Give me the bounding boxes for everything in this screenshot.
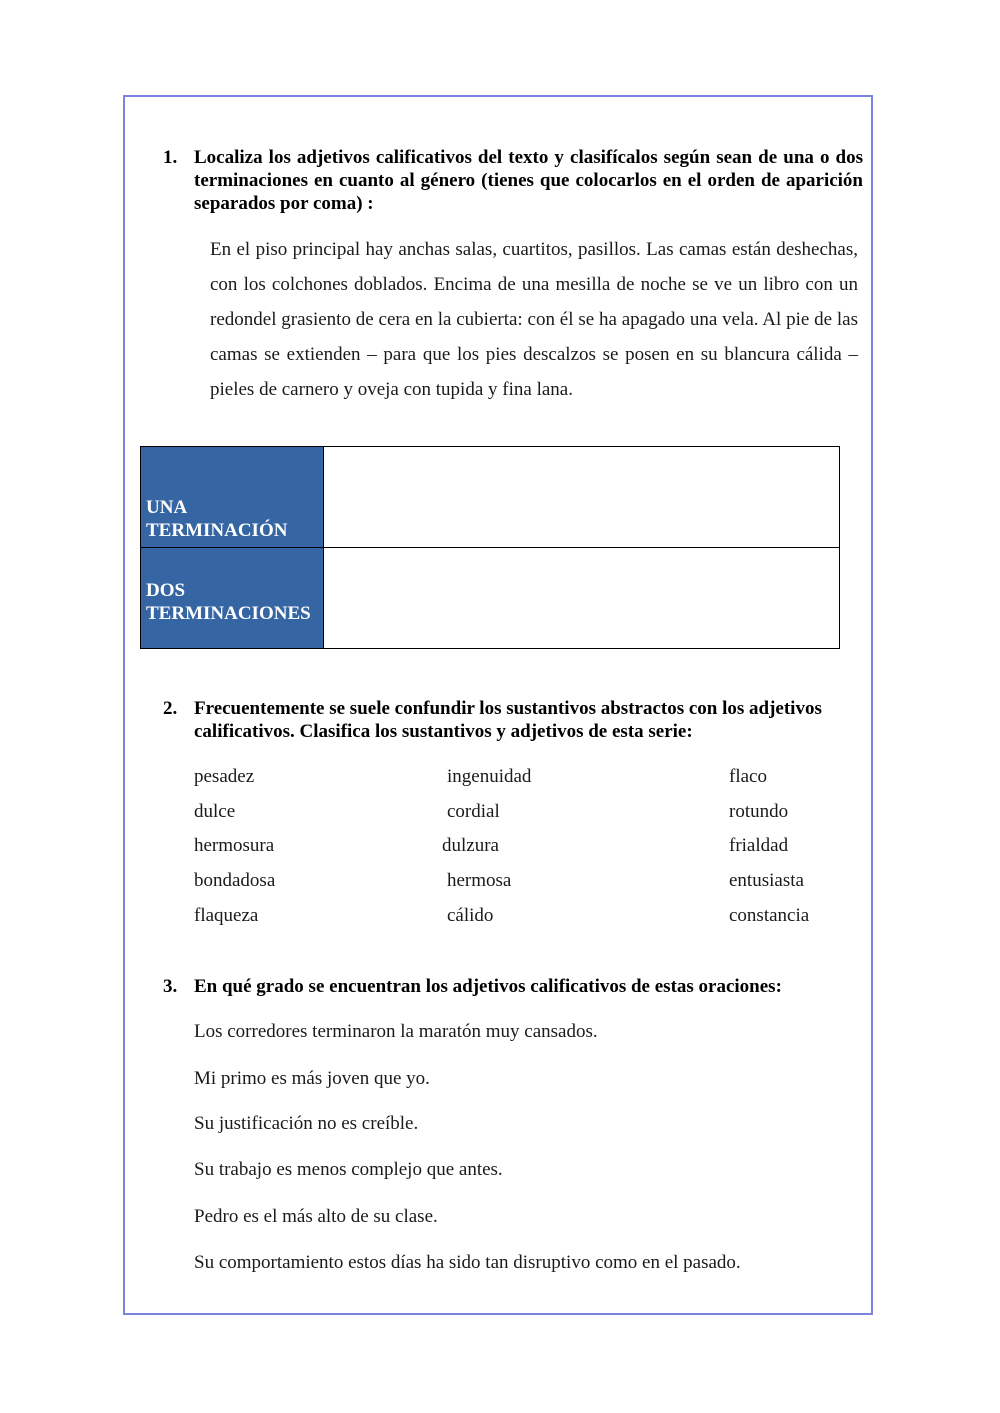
- word-item: flaco: [729, 766, 767, 787]
- question-2-prompt: Frecuentemente se suele confundir los sustantivos abstractos con los adjetivos calificativos. Clasifica los sustantivos y adjetivos de esta serie:: [194, 698, 822, 742]
- label-una-terminacion: UNA TERMINACIÓN: [141, 447, 324, 548]
- classification-table: [140, 446, 840, 649]
- sentence-item: Su comportamiento estos días ha sido tan disruptivo como en el pasado.: [194, 1252, 741, 1273]
- word-item: flaqueza: [194, 905, 259, 926]
- word-item: cordial: [447, 801, 500, 822]
- label-dos-terminaciones: DOS TERMINACIONES: [141, 548, 324, 649]
- word-item: bondadosa: [194, 870, 276, 891]
- sentence-item: Pedro es el más alto de su clase.: [194, 1206, 438, 1227]
- passage-text: En el piso principal hay anchas salas, cuartitos, pasillos. Las camas están deshechas, con los colchones doblados. Encima de una mesilla de noche se ve un libro con un redondel grasiento de cera en la cubierta: con él se ha apagado una vela. Al pie de las camas se extienden – para que los pies descalzos se posen en su blancura cálida – pieles de carnero y oveja con tupida y fina lana.: [210, 239, 858, 400]
- word-item: pesadez: [194, 766, 255, 787]
- question-1-number: 1.: [163, 147, 178, 168]
- table-row: [141, 548, 840, 649]
- word-item: hermosa: [447, 870, 512, 891]
- word-item: frialdad: [729, 835, 789, 856]
- word-item: dulce: [194, 801, 236, 822]
- table-row: [141, 447, 840, 548]
- question-1-prompt: Localiza los adjetivos calificativos del texto y clasifícalos según sean de una o dos terminaciones en cuanto al género (tienes que colocarlos en el orden de aparición separados por coma) :: [194, 147, 863, 214]
- word-item: ingenuidad: [447, 766, 532, 787]
- answer-cell-dos-terminaciones[interactable]: [324, 548, 840, 649]
- sentence-item: Su justificación no es creíble.: [194, 1113, 419, 1134]
- reading-passage: [210, 232, 858, 407]
- sentence-item: Mi primo es más joven que yo.: [194, 1068, 430, 1089]
- word-item: hermosura: [194, 835, 275, 856]
- sentence-item: Su trabajo es menos complejo que antes.: [194, 1159, 503, 1180]
- question-2-number: 2.: [163, 698, 178, 719]
- answer-cell-una-terminacion[interactable]: [324, 447, 840, 548]
- word-item: entusiasta: [729, 870, 804, 891]
- question-3-number: 3.: [163, 976, 178, 997]
- sentence-item: Los corredores terminaron la maratón muy cansados.: [194, 1021, 598, 1042]
- question-3-prompt: En qué grado se encuentran los adjetivos calificativos de estas oraciones:: [194, 976, 782, 997]
- word-item: rotundo: [729, 801, 789, 822]
- word-item: dulzura: [442, 835, 499, 856]
- word-item: cálido: [447, 905, 494, 926]
- word-item: constancia: [729, 905, 810, 926]
